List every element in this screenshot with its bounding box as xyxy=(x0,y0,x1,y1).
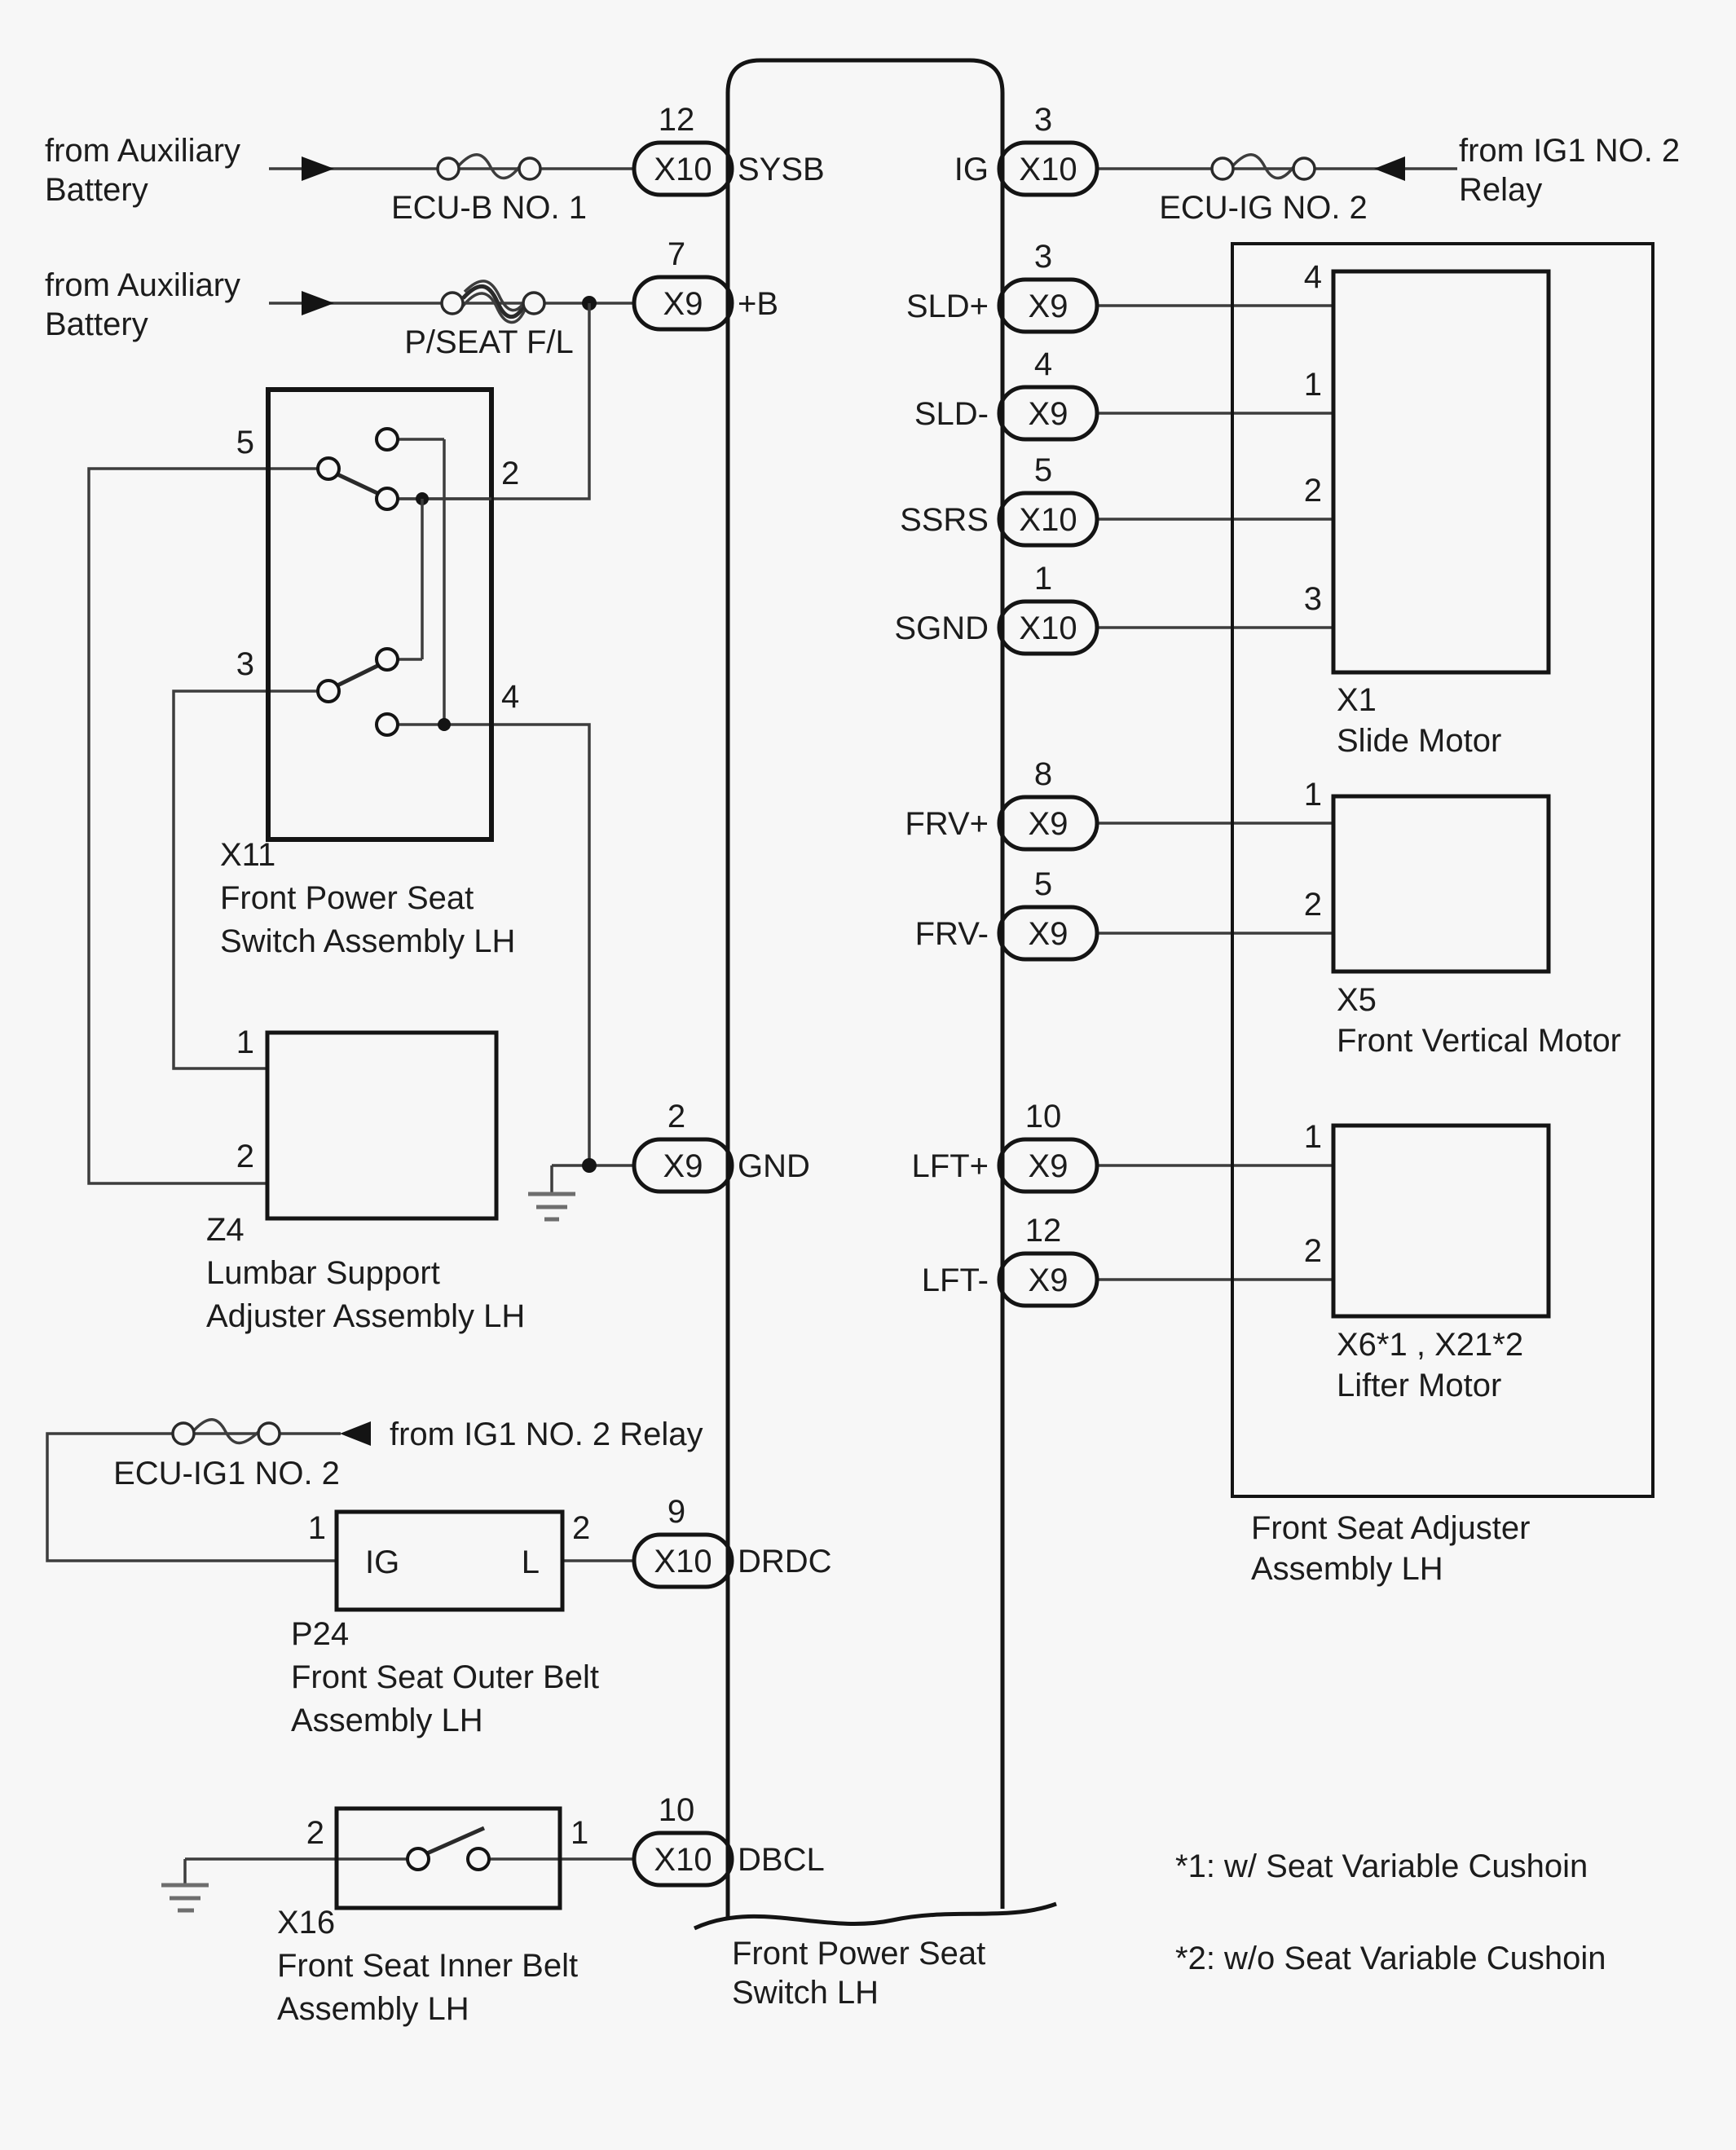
connector-label: X10 xyxy=(654,1544,712,1579)
connector-label: X9 xyxy=(1028,1148,1068,1184)
fuse-label: ECU-B NO. 1 xyxy=(390,190,588,226)
arrow-left-icon xyxy=(1374,156,1405,181)
fuse-ecu-b-no1 xyxy=(438,155,540,179)
connector-label: X10 xyxy=(1019,152,1077,187)
arrow-left-icon xyxy=(340,1421,371,1446)
connector-label: X9 xyxy=(1028,916,1068,952)
pin-number: 5 xyxy=(1033,452,1053,488)
front-vertical-motor-box xyxy=(1333,796,1549,971)
p24-code: P24 xyxy=(291,1616,350,1652)
pin-number: 3 xyxy=(1033,102,1053,138)
p24-name-line1: Front Seat Outer Belt xyxy=(291,1659,599,1695)
z4-name-line2: Adjuster Assembly LH xyxy=(206,1298,526,1334)
feed-ig-right xyxy=(1159,133,1680,226)
feed-ig-left xyxy=(113,1416,703,1491)
source-line2: Relay xyxy=(1459,172,1543,208)
x11-pin5-label: 5 xyxy=(236,425,254,460)
pin-number: 10 xyxy=(658,1792,695,1828)
signal-label: +B xyxy=(738,286,779,322)
z4-name-line1: Lumbar Support xyxy=(206,1255,440,1291)
lifter-motor-box xyxy=(1333,1126,1549,1316)
inner-belt-x16 xyxy=(277,1809,588,2027)
source-line1: from Auxiliary xyxy=(45,267,241,303)
fuse-label: ECU-IG1 NO. 2 xyxy=(113,1456,340,1491)
ground-icon xyxy=(528,1165,575,1219)
pin-number: 10 xyxy=(1024,1099,1062,1134)
slide-motor-box xyxy=(1333,271,1549,672)
switch-assembly-x11 xyxy=(220,390,519,959)
signal-label: SYSB xyxy=(738,152,825,187)
p24-terminal-ig: IG xyxy=(365,1544,400,1580)
p24-pin2-label: 2 xyxy=(572,1510,591,1546)
z4-pin2-label: 2 xyxy=(236,1139,254,1174)
x16-code: X16 xyxy=(277,1905,336,1941)
slide-motor-name: Slide Motor xyxy=(1337,723,1502,759)
notes xyxy=(1175,1848,1606,1976)
x11-pin4-label: 4 xyxy=(501,679,520,715)
pin-number: 1 xyxy=(1033,561,1053,597)
source-label: from IG1 NO. 2 Relay xyxy=(390,1416,703,1452)
fuse-ecu-ig-no2 xyxy=(1212,155,1315,179)
signal-label: FRV+ xyxy=(905,806,989,842)
connector-label: X10 xyxy=(1019,502,1077,538)
z4-pin1-label: 1 xyxy=(236,1024,254,1060)
note-2: *2: w/o Seat Variable Cushoin xyxy=(1175,1941,1606,1976)
fuse-label: ECU-IG NO. 2 xyxy=(1159,190,1368,226)
signal-label: IG xyxy=(954,152,989,187)
pin-number: 3 xyxy=(1033,239,1053,275)
central-unit-name-line2: Switch LH xyxy=(732,1975,879,2011)
x11-name-line2: Switch Assembly LH xyxy=(220,923,516,959)
fv-motor-code: X5 xyxy=(1337,982,1377,1018)
adjuster-name-line2: Assembly LH xyxy=(1251,1551,1443,1587)
slide-pin-2: 2 xyxy=(1303,473,1322,509)
signal-label: FRV- xyxy=(914,916,989,952)
pin-number: 12 xyxy=(1024,1213,1062,1249)
adjuster-name-line1: Front Seat Adjuster xyxy=(1251,1510,1531,1546)
pin-number: 7 xyxy=(667,236,686,272)
source-line2: Battery xyxy=(45,172,148,208)
fuse-label: P/SEAT F/L xyxy=(404,324,574,360)
outer-belt-p24 xyxy=(291,1510,599,1738)
adjuster-assembly xyxy=(1232,244,1653,1587)
fv-motor-name: Front Vertical Motor xyxy=(1337,1023,1622,1059)
signal-label: LFT- xyxy=(921,1262,989,1298)
slide-pin-4: 4 xyxy=(1303,259,1322,295)
x11-code: X11 xyxy=(220,837,276,873)
arrow-right-icon xyxy=(302,291,334,315)
pin-number: 4 xyxy=(1033,346,1053,382)
fusible-link-pseat-fl xyxy=(442,281,544,323)
connector-label: X10 xyxy=(654,152,712,187)
pin-number: 12 xyxy=(658,102,695,138)
signal-label: DRDC xyxy=(738,1544,832,1579)
connector-label: X9 xyxy=(1028,806,1068,842)
signal-label: SGND xyxy=(894,610,989,646)
source-line1: from Auxiliary xyxy=(45,133,241,169)
lifter-pin-2: 2 xyxy=(1303,1233,1322,1269)
central-unit-name-line1: Front Power Seat xyxy=(732,1936,986,1972)
connector-label: X10 xyxy=(654,1842,712,1878)
fv-pin-2: 2 xyxy=(1303,887,1322,923)
signal-label: SSRS xyxy=(900,502,989,538)
lumbar-z4 xyxy=(206,1024,525,1334)
x16-name-line2: Assembly LH xyxy=(277,1991,469,2027)
slide-pin-3: 3 xyxy=(1303,581,1322,617)
x11-pin3-label: 3 xyxy=(236,646,254,682)
signal-label: DBCL xyxy=(738,1842,825,1878)
note-1: *1: w/ Seat Variable Cushoin xyxy=(1175,1848,1588,1884)
connector-label: X9 xyxy=(1028,1262,1068,1298)
x11-name-line1: Front Power Seat xyxy=(220,880,474,916)
connector-label: X9 xyxy=(1028,396,1068,432)
lifter-motor-name: Lifter Motor xyxy=(1337,1368,1502,1403)
x16-pin1-label: 1 xyxy=(571,1815,589,1851)
connector-label: X9 xyxy=(1028,289,1068,324)
left-connector-pills xyxy=(634,143,732,1885)
fuse-ecu-ig1-no2 xyxy=(173,1420,280,1444)
arrow-right-icon xyxy=(302,156,334,181)
pin-number: 2 xyxy=(667,1099,686,1134)
signal-label: GND xyxy=(738,1148,810,1184)
feed-battery2 xyxy=(45,267,574,360)
signal-label: SLD+ xyxy=(905,289,989,324)
x16-name-line1: Front Seat Inner Belt xyxy=(277,1948,579,1984)
p24-terminal-l: L xyxy=(521,1544,540,1580)
connector-label: X9 xyxy=(663,286,703,322)
fv-pin-1: 1 xyxy=(1303,777,1322,813)
connector-label: X10 xyxy=(1019,610,1077,646)
pin-number: 8 xyxy=(1033,756,1053,792)
signal-label: LFT+ xyxy=(911,1148,989,1184)
lifter-pin-1: 1 xyxy=(1303,1119,1322,1155)
slide-pin-1: 1 xyxy=(1303,367,1322,403)
lifter-motor-code: X6*1 , X21*2 xyxy=(1337,1327,1524,1363)
source-line2: Battery xyxy=(45,306,148,342)
x11-pin2-label: 2 xyxy=(501,456,520,491)
connector-label: X9 xyxy=(663,1148,703,1184)
z4-code: Z4 xyxy=(206,1212,245,1248)
p24-name-line2: Assembly LH xyxy=(291,1703,483,1738)
x16-pin2-label: 2 xyxy=(306,1815,324,1851)
slide-motor-code: X1 xyxy=(1337,682,1377,718)
pin-number: 5 xyxy=(1033,866,1053,902)
pin-number: 9 xyxy=(667,1494,686,1530)
central-unit xyxy=(694,60,1056,2011)
source-line1: from IG1 NO. 2 xyxy=(1459,133,1681,169)
ground-icon xyxy=(161,1859,209,1910)
p24-pin1-label: 1 xyxy=(307,1510,326,1546)
wires xyxy=(47,156,1457,1859)
signal-label: SLD- xyxy=(914,396,989,432)
